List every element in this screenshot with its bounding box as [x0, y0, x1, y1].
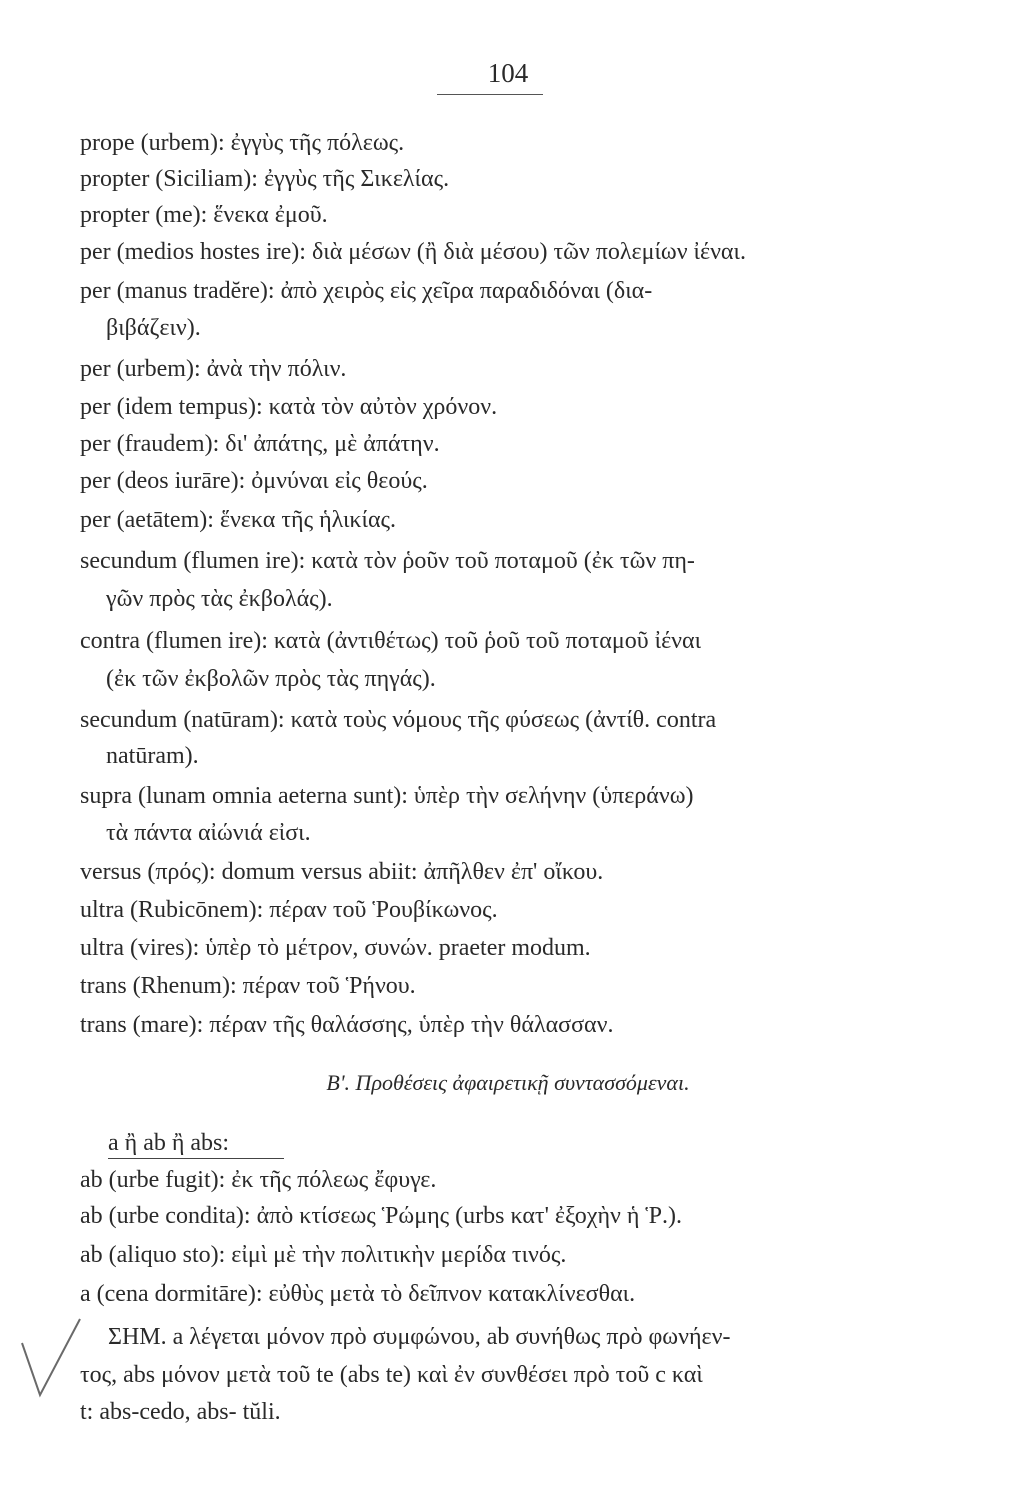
entry-line: τὰ πάντα αἰώνιά εἰσι.	[106, 820, 311, 846]
entry-line: secundum (flumen ire): κατὰ τὸν ῥοῦν τοῦ ποταμοῦ (ἐκ τῶν πη-	[80, 548, 695, 574]
entry-line: natūram).	[106, 743, 199, 769]
entry-line: ultra (Rubicōnem): πέραν τοῦ Ῥουβίκωνος.	[80, 897, 498, 923]
entry-line: trans (Rhenum): πέραν τοῦ Ῥήνου.	[80, 973, 416, 999]
entry-line: trans (mare): πέραν τῆς θαλάσσης, ὑπὲρ τὴν θάλασσαν.	[80, 1012, 614, 1038]
entry-line: propter (me): ἕνεκα ἐμοῦ.	[80, 202, 328, 228]
note-line: ΣΗΜ. a λέγεται μόνον πρὸ συμφώνου, ab συνήθως πρὸ φωνήεν-	[108, 1324, 731, 1350]
entry-line: per (aetātem): ἕνεκα τῆς ἡλικίας.	[80, 507, 397, 533]
entry-line: (ἐκ τῶν ἐκβολῶν πρὸς τὰς πηγάς).	[106, 666, 436, 692]
entry-line: prope (urbem): ἐγγὺς τῆς πόλεως.	[80, 130, 405, 156]
entry-line: ab (urbe condita): ἀπὸ κτίσεως Ῥώμης (urbs κατ' ἐξοχὴν ἡ Ῥ.).	[80, 1203, 683, 1229]
entry-line: γῶν πρὸς τὰς ἐκβολάς).	[106, 586, 333, 612]
entry-line: supra (lunam omnia aeterna sunt): ὑπὲρ τὴν σελήνην (ὑπεράνω)	[80, 783, 694, 809]
entry-line: a (cena dormitāre): εὐθὺς μετὰ τὸ δεῖπνον κατακλίνεσθαι.	[80, 1281, 636, 1307]
entry-line: per (deos iurāre): ὀμνύναι εἰς θεούς.	[80, 468, 428, 494]
entry-line: per (medios hostes ire): διὰ μέσων (ἢ διὰ μέσου) τῶν πολεμίων ἰέναι.	[80, 239, 746, 265]
entry-line: versus (πρός): domum versus abiit: ἀπῆλθεν ἐπ' οἴκου.	[80, 859, 604, 885]
check-mark-icon	[18, 1315, 88, 1405]
note-line: t: abs-cedo, abs- tŭli.	[80, 1399, 281, 1425]
section-title: Β'. Προθέσεις ἀφαιρετικῇ συντασσόμεναι.	[326, 1070, 690, 1095]
entry-line: contra (flumen ire): κατὰ (ἀντιθέτως) τοῦ ῥοῦ τοῦ ποταμοῦ ἰέναι	[80, 628, 702, 654]
entry-line: ab (aliquo sto): εἰμὶ μὲ τὴν πολιτικὴν μερίδα τινός.	[80, 1242, 567, 1268]
entry-line: ab (urbe fugit): ἐκ τῆς πόλεως ἔφυγε.	[80, 1167, 437, 1193]
entry-line: βιβάζειν).	[106, 315, 201, 341]
entry-line: ultra (vires): ὑπὲρ τὸ μέτρον, συνών. praeter modum.	[80, 935, 591, 961]
page-number: 104	[487, 58, 529, 88]
entry-line: per (manus tradĕre): ἀπὸ χειρὸς εἰς χεῖρα παραδιδόναι (δια-	[80, 278, 653, 304]
subheading: a ἢ ab ἢ abs:	[108, 1130, 230, 1156]
entry-line: propter (Siciliam): ἐγγὺς τῆς Σικελίας.	[80, 166, 450, 192]
note-line: τος, abs μόνον μετὰ τοῦ te (abs te) καὶ ἐν συνθέσει πρὸ τοῦ c καὶ	[80, 1362, 703, 1388]
header-rule	[437, 94, 543, 95]
entry-line: per (fraudem): δι' ἀπάτης, μὲ ἀπάτην.	[80, 431, 440, 457]
entry-line: secundum (natūram): κατὰ τοὺς νόμους τῆς φύσεως (ἀντίθ. contra	[80, 707, 717, 733]
entry-line: per (idem tempus): κατὰ τὸν αὐτὸν χρόνον.	[80, 394, 498, 420]
subheading-underline	[108, 1158, 284, 1159]
entry-line: per (urbem): ἀνὰ τὴν πόλιν.	[80, 356, 347, 382]
